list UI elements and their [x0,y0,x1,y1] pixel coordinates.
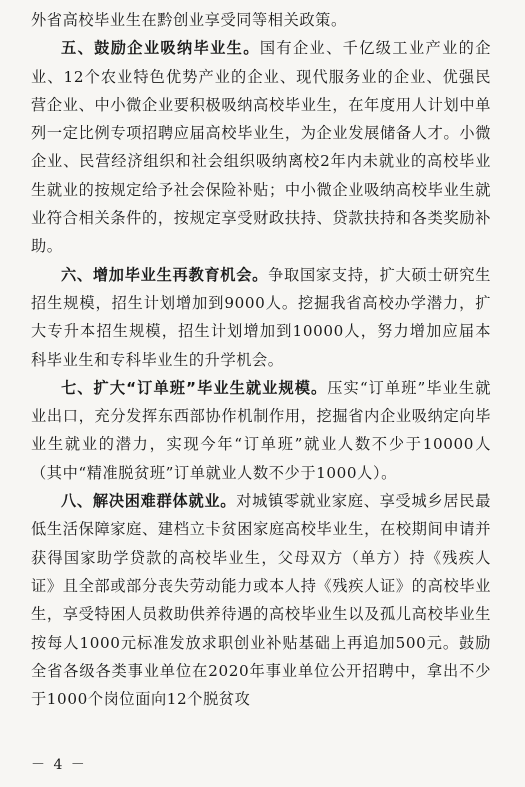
paragraph-text: 压实“订单班”毕业生就业出口，充分发挥东西部协作机制作用，挖掘省内企业吸纳定向毕业生就业的潜力，实现今年“订单班”就业人数不少于10000人（其中“精准脱贫班”订单就业人数不少于1000人）。 [31,378,491,482]
section-heading: 五、鼓励企业吸纳毕业生。 [61,39,260,58]
section-heading: 六、增加毕业生再教育机会。 [61,265,269,284]
page-number: － 4 － [31,757,87,773]
paragraph-continuation [31,6,491,34]
paragraph-text: 外省高校毕业生在黔创业享受同等相关政策。 [31,11,347,29]
section-six [31,261,491,374]
paragraph-text: 对城镇零就业家庭、享受城乡居民最低生活保障家庭、建档立卡贫困家庭高校毕业生，在校期间申请并获得国家助学贷款的高校毕业生，父母双方（单方）持《残疾人证》且全部或部分丧失劳动能力或本人持《残疾人证》的高校毕业生，享受特困人员救助供养待遇的高校毕业生以及孤儿高校毕业生按每人1000元标准发放求职创业补贴基础上再追加500元。鼓励全省各级各类事业单位在2020年事业单位公开招聘中，拿出不少于1000个岗位面向12个脱贫攻 [31,492,491,709]
paragraph-text: 国有企业、千亿级工业产业的企业、12个农业特色优势产业的企业、现代服务业的企业、优强民营企业、中小微企业要积极吸纳高校毕业生，在年度用人计划中单列一定比例专项招聘应届高校毕业生，为企业发展储备人才。小微企业、民营经济组织和社会组织吸纳离校2年内未就业的高校毕业生就业的按规定给予社会保险补贴；中小微企业吸纳高校毕业生就业符合相关条件的，按规定享受财政扶持、贷款扶持和各类奖励补助。 [31,39,492,256]
section-heading: 八、解决困难群体就业。 [61,492,237,511]
paragraph-text: 争取国家支持，扩大硕士研究生招生规模，招生计划增加到9000人。挖掘我省高校办学潜力，扩大专升本招生规模，招生计划增加到10000人，努力增加应届本科毕业生和专科毕业生的升学机会。 [31,265,491,369]
section-heading: 七、扩大“订单班”毕业生就业规模。 [61,378,328,397]
section-five [31,34,491,260]
section-seven [31,374,491,487]
section-eight [31,487,491,713]
